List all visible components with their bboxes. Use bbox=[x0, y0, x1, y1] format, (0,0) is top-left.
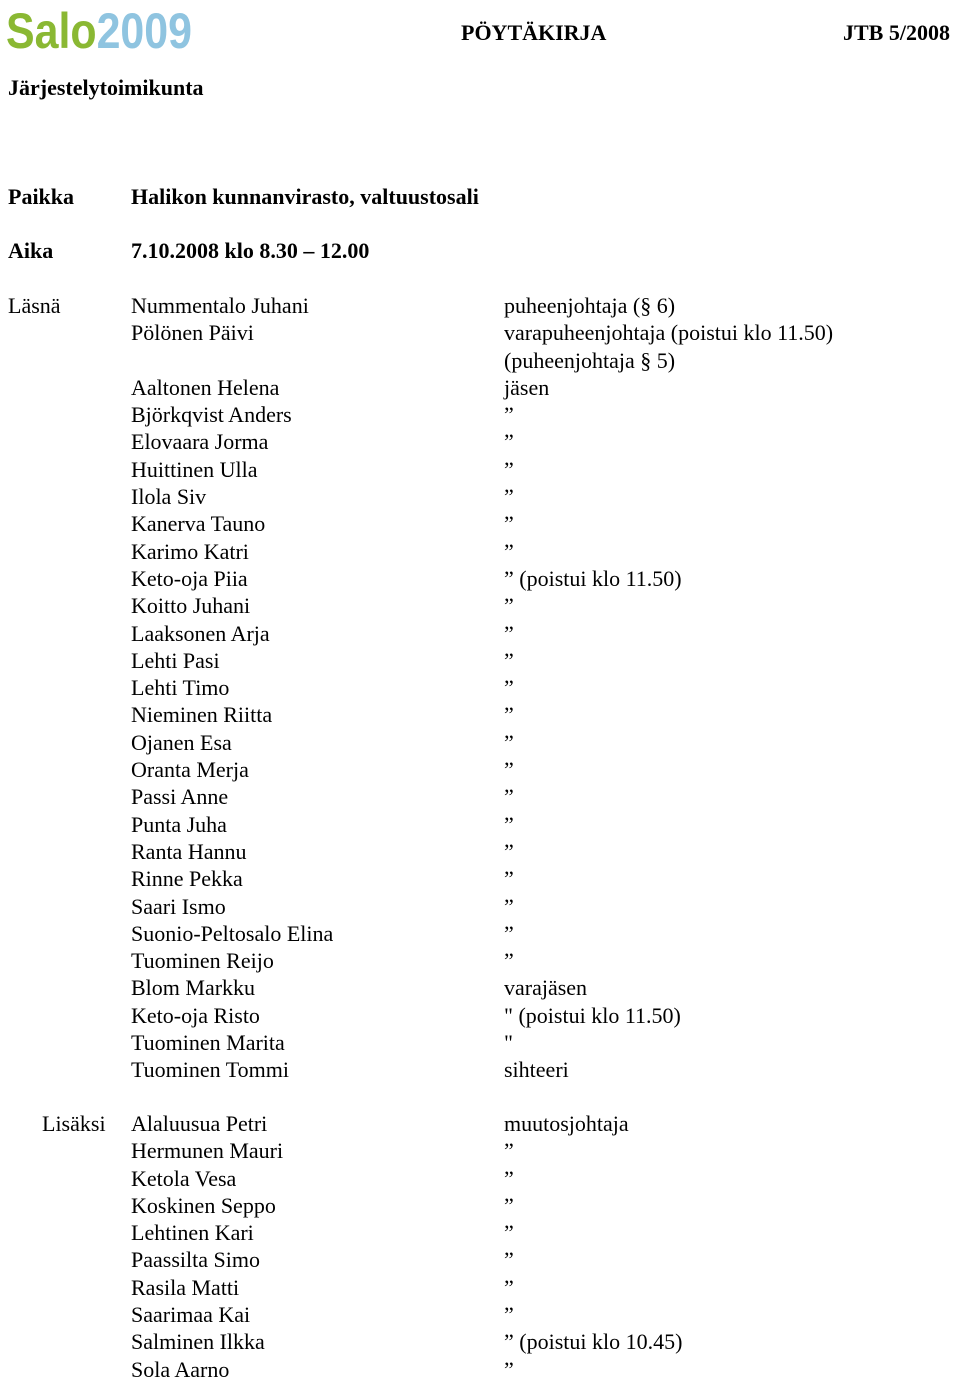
person-name: Ojanen Esa bbox=[131, 729, 232, 755]
additional-label: Lisäksi bbox=[42, 1111, 106, 1136]
person-role: ” bbox=[504, 620, 514, 646]
place-label: Paikka bbox=[8, 184, 75, 209]
person-row bbox=[0, 319, 960, 374]
person-name: Björkqvist Anders bbox=[131, 402, 292, 428]
person-row bbox=[0, 374, 960, 401]
person-row bbox=[0, 1356, 960, 1383]
person-role: " (poistui klo 11.50) bbox=[504, 1002, 681, 1028]
person-name: Koskinen Seppo bbox=[131, 1192, 276, 1218]
person-role: " bbox=[504, 1030, 513, 1056]
person-row bbox=[0, 1002, 960, 1029]
person-name: Paassilta Simo bbox=[131, 1247, 260, 1273]
person-row bbox=[0, 510, 960, 537]
person-role: ” bbox=[504, 811, 514, 837]
person-row bbox=[0, 1219, 960, 1246]
person-name: Karimo Katri bbox=[131, 538, 249, 564]
person-role: ” bbox=[504, 757, 514, 783]
person-name: Passi Anne bbox=[131, 784, 229, 810]
person-role: ” (poistui klo 11.50) bbox=[504, 565, 682, 591]
person-name: Huittinen Ulla bbox=[131, 456, 258, 482]
person-role: ” bbox=[504, 675, 514, 701]
person-role: ” bbox=[504, 1138, 514, 1164]
person-role: sihteeri bbox=[504, 1057, 569, 1083]
person-row bbox=[0, 838, 960, 865]
person-row bbox=[0, 674, 960, 701]
person-role: ” bbox=[504, 1165, 514, 1191]
person-role: ” bbox=[504, 702, 514, 728]
person-name: Ranta Hannu bbox=[131, 838, 247, 864]
salo2009-logo bbox=[6, 3, 208, 59]
person-name: Ketola Vesa bbox=[131, 1165, 237, 1191]
person-row bbox=[0, 292, 960, 319]
person-row bbox=[0, 701, 960, 728]
person-row bbox=[0, 565, 960, 592]
person-name: Blom Markku bbox=[131, 975, 256, 1001]
person-role: muutosjohtaja bbox=[504, 1111, 629, 1136]
person-row bbox=[0, 1192, 960, 1219]
person-role: ” bbox=[504, 429, 514, 455]
person-role: ” bbox=[504, 511, 514, 537]
person-row bbox=[0, 401, 960, 428]
person-role: ” bbox=[504, 1274, 514, 1300]
person-role: ” bbox=[504, 593, 514, 619]
person-row bbox=[0, 428, 960, 455]
person-role: ” bbox=[504, 402, 514, 428]
person-row bbox=[0, 1029, 960, 1056]
place-row bbox=[0, 183, 960, 211]
person-name: Pölönen Päivi bbox=[131, 320, 254, 346]
person-name: Elovaara Jorma bbox=[131, 429, 269, 455]
person-role: ” bbox=[504, 1192, 514, 1218]
person-row bbox=[0, 1246, 960, 1273]
document-reference: JTB 5/2008 bbox=[843, 20, 950, 45]
person-row bbox=[0, 756, 960, 783]
person-name: Lehti Timo bbox=[131, 675, 230, 701]
person-name: Suonio-Peltosalo Elina bbox=[131, 920, 334, 946]
present-list bbox=[0, 292, 960, 1084]
person-row bbox=[0, 647, 960, 674]
person-name: Sola Aarno bbox=[131, 1356, 230, 1382]
person-row bbox=[0, 1274, 960, 1301]
person-role: ” bbox=[504, 920, 514, 946]
logo-text: Salo2009 bbox=[6, 3, 208, 59]
person-name: Aaltonen Helena bbox=[131, 374, 280, 400]
additional-list bbox=[0, 1110, 960, 1383]
time-label: Aika bbox=[8, 238, 54, 263]
person-name: Ilola Siv bbox=[131, 484, 207, 510]
person-row bbox=[0, 620, 960, 647]
person-name: Koitto Juhani bbox=[131, 593, 251, 619]
person-name: Keto-oja Piia bbox=[131, 565, 248, 591]
person-role: ” bbox=[504, 729, 514, 755]
person-role: ” bbox=[504, 484, 514, 510]
person-name: Lehtinen Kari bbox=[131, 1220, 254, 1246]
person-row bbox=[0, 729, 960, 756]
person-role: ” bbox=[504, 1247, 514, 1273]
person-role: ” bbox=[504, 893, 514, 919]
person-row bbox=[0, 947, 960, 974]
person-name: Kanerva Tauno bbox=[131, 511, 266, 537]
person-role: ” bbox=[504, 948, 514, 974]
person-row bbox=[0, 483, 960, 510]
person-role: varajäsen bbox=[504, 975, 588, 1001]
person-role: ” bbox=[504, 1302, 514, 1328]
person-row bbox=[0, 811, 960, 838]
person-role: ” bbox=[504, 538, 514, 564]
person-role: ” (poistui klo 10.45) bbox=[504, 1329, 683, 1355]
time-row bbox=[0, 237, 960, 265]
person-name: Nieminen Riitta bbox=[131, 702, 273, 728]
person-row bbox=[0, 893, 960, 920]
person-role-note: (puheenjohtaja § 5) bbox=[504, 347, 676, 373]
person-name: Nummentalo Juhani bbox=[131, 293, 309, 318]
person-role: puheenjohtaja (§ 6) bbox=[504, 293, 676, 318]
person-row bbox=[0, 1056, 960, 1083]
person-row bbox=[0, 1328, 960, 1355]
person-row bbox=[0, 974, 960, 1001]
person-row bbox=[0, 865, 960, 892]
person-role: ” bbox=[504, 866, 514, 892]
document-type: PÖYTÄKIRJA bbox=[461, 20, 607, 45]
person-name: Tuominen Tommi bbox=[131, 1057, 289, 1083]
person-role: varapuheenjohtaja (poistui klo 11.50) bbox=[504, 320, 834, 346]
place-value: Halikon kunnanvirasto, valtuustosali bbox=[131, 184, 479, 209]
person-name: Punta Juha bbox=[131, 811, 227, 837]
person-role: ” bbox=[504, 1220, 514, 1246]
person-row bbox=[0, 456, 960, 483]
person-name: Salminen Ilkka bbox=[131, 1329, 265, 1355]
person-name: Tuominen Marita bbox=[131, 1030, 285, 1056]
person-name: Rinne Pekka bbox=[131, 866, 243, 892]
person-row bbox=[0, 783, 960, 810]
person-name: Keto-oja Risto bbox=[131, 1002, 260, 1028]
person-role: ” bbox=[504, 838, 514, 864]
person-row bbox=[0, 1110, 960, 1137]
person-name: Laaksonen Arja bbox=[131, 620, 270, 646]
person-role: jäsen bbox=[504, 374, 550, 400]
person-row bbox=[0, 1137, 960, 1164]
person-name: Oranta Merja bbox=[131, 757, 249, 783]
person-name: Hermunen Mauri bbox=[131, 1138, 284, 1164]
person-name: Lehti Pasi bbox=[131, 647, 220, 673]
person-name: Tuominen Reijo bbox=[131, 948, 274, 974]
person-name: Rasila Matti bbox=[131, 1274, 240, 1300]
person-row bbox=[0, 538, 960, 565]
person-role: ” bbox=[504, 784, 514, 810]
person-row bbox=[0, 920, 960, 947]
person-name: Saari Ismo bbox=[131, 893, 226, 919]
person-name: Saarimaa Kai bbox=[131, 1302, 251, 1328]
person-role: ” bbox=[504, 647, 514, 673]
person-row bbox=[0, 1165, 960, 1192]
committee-name: Järjestelytoimikunta bbox=[8, 75, 204, 100]
present-label: Läsnä bbox=[8, 293, 61, 318]
time-value: 7.10.2008 klo 8.30 – 12.00 bbox=[131, 238, 370, 263]
person-role: ” bbox=[504, 1356, 514, 1382]
person-row bbox=[0, 592, 960, 619]
person-row bbox=[0, 1301, 960, 1328]
person-role: ” bbox=[504, 456, 514, 482]
person-name: Alaluusua Petri bbox=[131, 1111, 268, 1136]
